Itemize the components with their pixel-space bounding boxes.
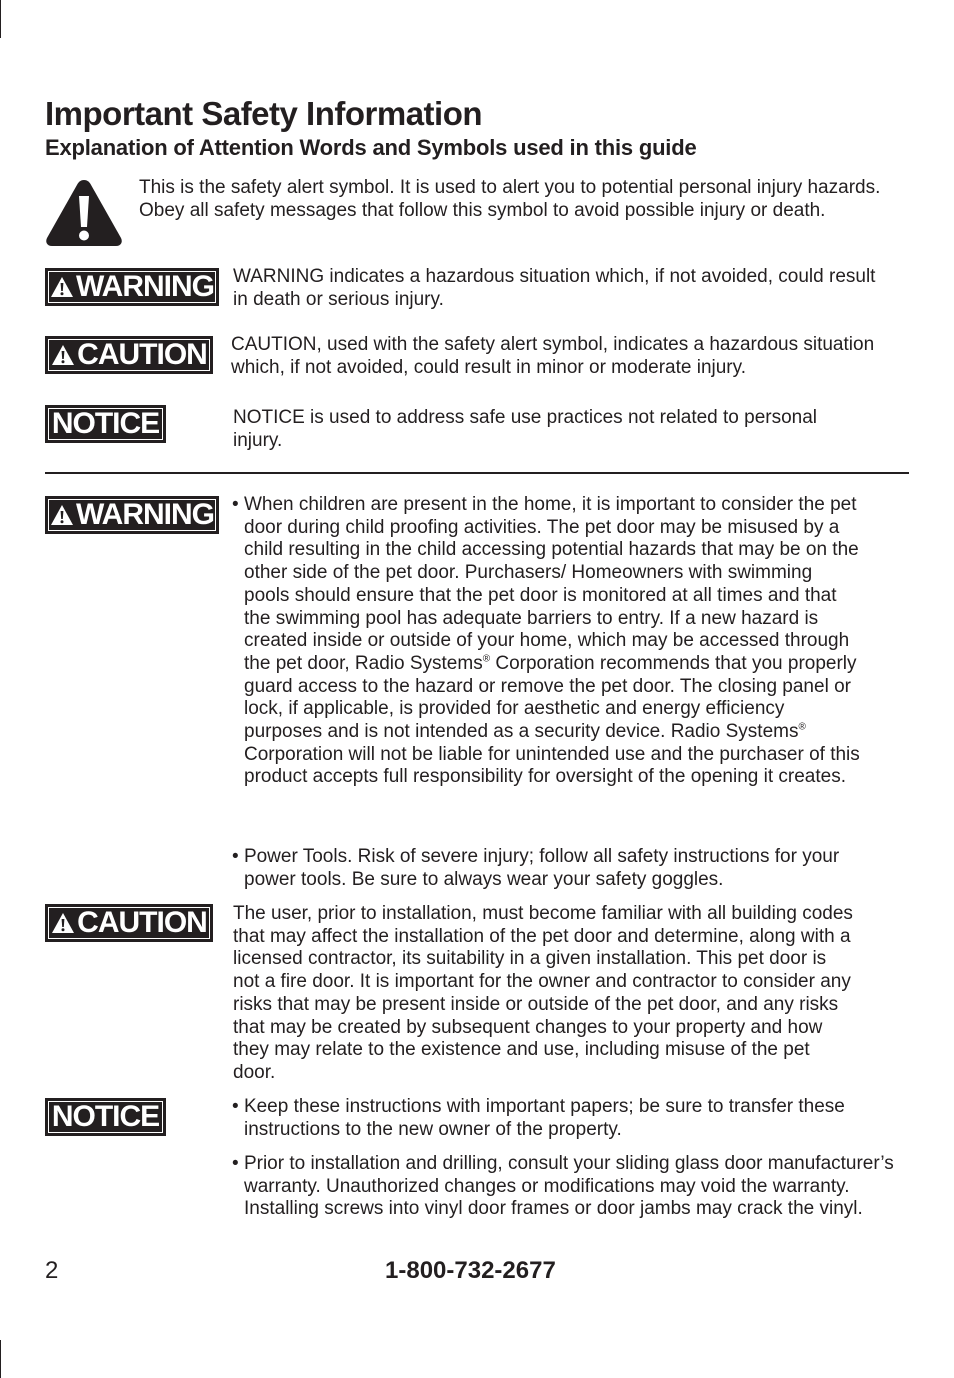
warning-label: WARNING xyxy=(76,498,214,531)
caution-label: CAUTION xyxy=(77,906,207,939)
safety-alert-icon xyxy=(51,912,75,934)
caution-building-codes: The user, prior to installation, must become familiar with all building codes that may affect the installation of the pet door and determine, along with a licensed contractor, its suitability in a given installation. This pet door is not a fire door. It is important for the owner and contractor to consider any risks that may be present inside or outside of the pet door, and any risks that may be created by subsequent changes to your property and how they may relate to the existence and use, including misuse of the pet door. xyxy=(233,903,853,1083)
safety-alert-icon xyxy=(50,504,74,526)
warning-item-text: Power Tools. Risk of severe injury; follow all safety instructions for your power tools. Be sure to always wear your safety goggles. xyxy=(243,846,840,890)
notice-item-warranty: • Prior to installation and drilling, consult your sliding glass door manufacturer’s warranty. Unauthorized changes or modifications may void the warranty. Installing screws into vinyl door frames or door jambs may crack the vinyl. xyxy=(232,1153,894,1220)
crop-mark-bottom xyxy=(0,1340,1,1378)
notice-item-text: Prior to installation and drilling, consult your sliding glass door manufacturer’s warranty. Unauthorized changes or modifications may void the warranty. Installing screws into vinyl door frames or door jambs may crack the vinyl. xyxy=(243,1153,894,1220)
notice-signal-word xyxy=(45,405,166,443)
notice-signal-word xyxy=(45,1098,166,1136)
warning-label: WARNING xyxy=(76,270,214,303)
warning-signal-word xyxy=(45,496,219,534)
warning-item-power-tools: • Power Tools. Risk of severe injury; follow all safety instructions for your power tools. Be sure to always wear your safety goggles. xyxy=(232,846,840,890)
notice-label: NOTICE xyxy=(51,407,160,440)
notice-item-text: Keep these instructions with important papers; be sure to transfer these instructions to the new owner of the property. xyxy=(243,1096,845,1140)
warning-item-text: When children are present in the home, it is important to consider the pet door during child proofing activities. The pet door may be misused by a child resulting in the child accessing potential hazards that may be on the other side of the pet door. Purchasers/ Homeowners with swimming pools should ensure that the pet door is monitored at all times and that the swimming pool has adequate barriers to entry. If a new hazard is created inside or outside of your home, which may be accessed through the pet door, Radio Systems® Corporation recommends that you properly guard access to the hazard or remove the pet door. The closing panel or lock, if applicable, is provided for aesthetic and energy efficiency purposes and is not intended as a security device. Radio Systems® Corporation will not be liable for unintended use and the purchaser of this product accepts full responsibility for oversight of the opening it creates. xyxy=(243,494,860,788)
notice-label: NOTICE xyxy=(51,1100,160,1133)
warning-item-children: • When children are present in the home, it is important to consider the pet door during child proofing activities. The pet door may be misused by a child resulting in the child accessing potential hazards that may be on the other side of the pet door. Purchasers/ Homeowners with swimming pools should ensure that the pet door is monitored at all times and that the swimming pool has adequate barriers to entry. If a new hazard is created inside or outside of your home, which may be accessed through the pet door, Radio Systems® Corporation recommends that you properly guard access to the hazard or remove the pet door. The closing panel or lock, if applicable, is provided for aesthetic and energy efficiency purposes and is not intended as a security device. Radio Systems® Corporation will not be liable for unintended use and the purchaser of this product accepts full responsibility for oversight of the opening it creates. xyxy=(232,494,860,788)
caution-label: CAUTION xyxy=(77,338,207,371)
notice-definition: NOTICE is used to address safe use practices not related to personal injury. xyxy=(233,407,818,451)
section-divider xyxy=(45,472,909,474)
page-title: Important Safety Information xyxy=(45,95,483,132)
caution-definition: CAUTION, used with the safety alert symbol, indicates a hazardous situation which, if not avoided, could result in minor or moderate injury. xyxy=(231,334,875,378)
caution-signal-word xyxy=(45,336,213,374)
warning-signal-word xyxy=(45,268,219,306)
warning-definition: WARNING indicates a hazardous situation which, if not avoided, could result in death or serious injury. xyxy=(233,266,876,310)
page-number: 2 xyxy=(45,1257,59,1284)
safety-alert-icon xyxy=(45,178,123,248)
support-phone-number: 1-800-732-2677 xyxy=(385,1257,556,1284)
notice-item-keep-instructions: • Keep these instructions with important papers; be sure to transfer these instructions to the new owner of the property. xyxy=(232,1096,845,1140)
crop-mark-top xyxy=(0,0,1,38)
caution-signal-word xyxy=(45,904,213,942)
safety-alert-icon xyxy=(50,276,74,298)
page-subtitle: Explanation of Attention Words and Symbols used in this guide xyxy=(45,135,697,160)
alert-symbol-description: This is the safety alert symbol. It is used to alert you to potential personal injury hazards. Obey all safety messages that follow this symbol to avoid possible injury or death. xyxy=(139,177,881,221)
safety-alert-icon xyxy=(51,344,75,366)
